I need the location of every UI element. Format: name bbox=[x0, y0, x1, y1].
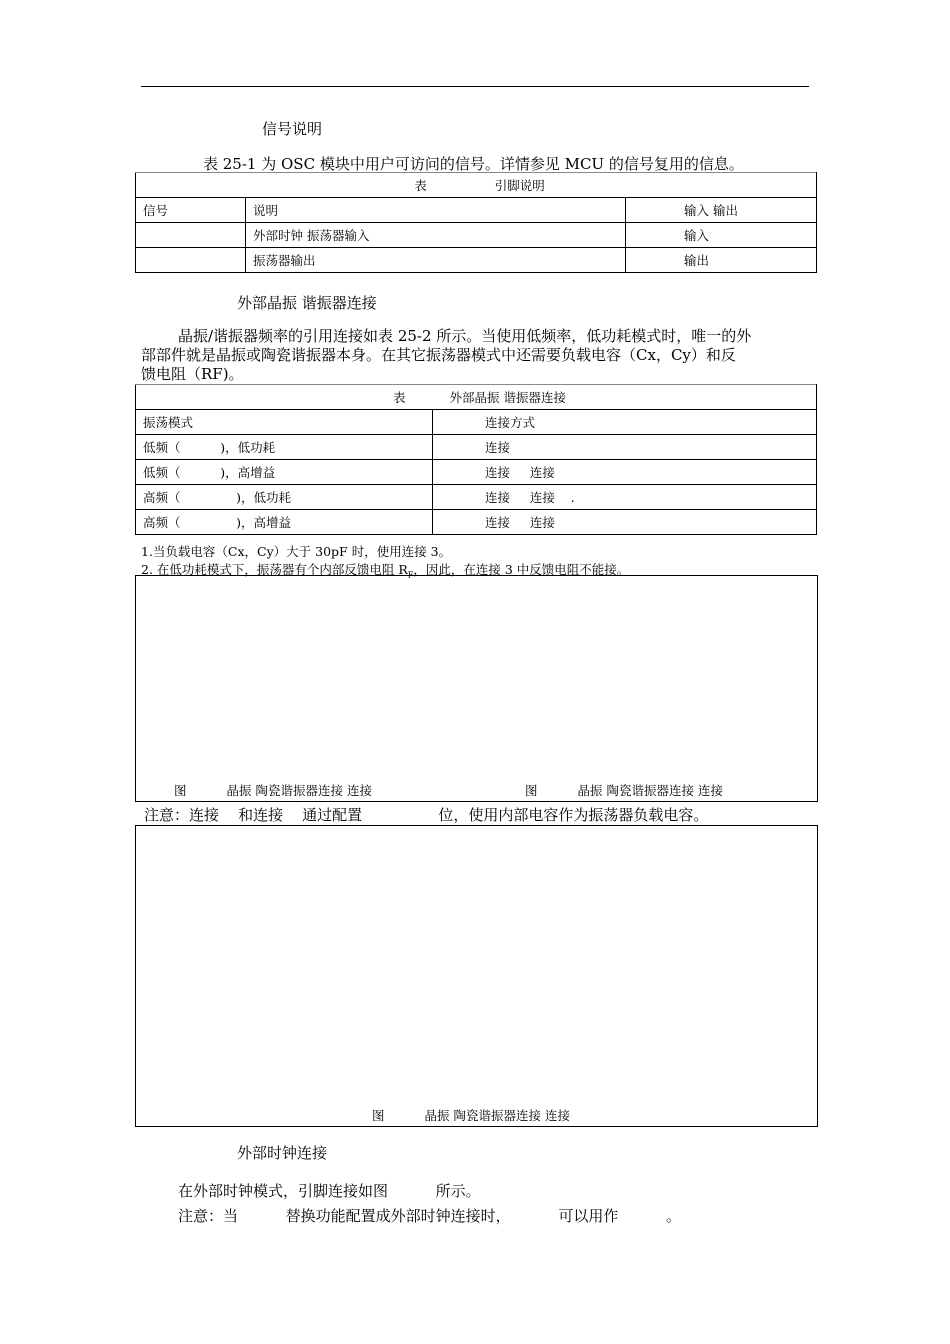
figure-caption: 图 晶振 陶瓷谐振器连接 连接 bbox=[525, 783, 723, 798]
paragraph-line: 在外部时钟模式，引脚连接如图 所示。 bbox=[178, 1182, 481, 1200]
table-cell: 高频（ )，低功耗 bbox=[136, 485, 433, 510]
table-header-row bbox=[136, 198, 817, 223]
table-caption: 表 引脚说明 bbox=[136, 173, 817, 198]
figure-box-connections-1-2 bbox=[135, 575, 818, 802]
section-heading-external-clock: 外部时钟连接 bbox=[237, 1144, 328, 1162]
table-caption: 表 外部晶振 谐振器连接 bbox=[136, 385, 817, 410]
header-rule bbox=[141, 86, 809, 87]
table-cell bbox=[136, 223, 246, 248]
table-cell: 连接 连接 . bbox=[433, 485, 817, 510]
table-cell: 连接 bbox=[433, 435, 817, 460]
paragraph-line: 部部件就是晶振或陶瓷谐振器本身。在其它振荡器模式中还需要负载电容（Cx，Cy）和反 bbox=[141, 346, 736, 364]
crystal-connection-table bbox=[135, 384, 817, 535]
table-header-cell: 信号 bbox=[136, 198, 246, 223]
table-row bbox=[136, 485, 817, 510]
table-header-cell: 说明 bbox=[246, 198, 626, 223]
table-header-cell: 输入 输出 bbox=[626, 198, 817, 223]
table-row bbox=[136, 248, 817, 273]
paragraph-line: 注意：当 替换功能配置成外部时钟连接时， 可以用作 。 bbox=[178, 1207, 682, 1225]
figure-note: 注意：连接 和连接 通过配置 位，使用内部电容作为振荡器负载电容。 bbox=[144, 806, 709, 824]
table-row bbox=[136, 510, 817, 535]
table-note: 2. 在低功耗模式下，振荡器有个内部反馈电阻 $R_F$，因此，在连接 3 中反馈电阻不能接。 bbox=[141, 562, 630, 580]
table-cell: 输入 bbox=[626, 223, 817, 248]
table-row bbox=[136, 223, 817, 248]
table-note: 1.当负载电容（Cx，Cy）大于 30pF 时，使用连接 3。 bbox=[141, 544, 452, 559]
table-cell: 外部时钟 振荡器输入 bbox=[246, 223, 626, 248]
figure-box-connection-3 bbox=[135, 825, 818, 1127]
paragraph-line: 馈电阻（RF)。 bbox=[141, 365, 244, 383]
paragraph-line: 晶振/谐振器频率的引用连接如表 25-2 所示。当使用低频率，低功耗模式时，唯一的外 bbox=[178, 327, 752, 345]
table-cell: 输出 bbox=[626, 248, 817, 273]
section-heading-crystal: 外部晶振 谐振器连接 bbox=[237, 294, 377, 312]
pin-description-table bbox=[135, 172, 817, 273]
table-cell: 低频（ )，低功耗 bbox=[136, 435, 433, 460]
table-cell: 低频（ )，高增益 bbox=[136, 460, 433, 485]
table-header-cell: 连接方式 bbox=[433, 410, 817, 435]
figure-caption: 图 晶振 陶瓷谐振器连接 连接 bbox=[372, 1108, 570, 1123]
table-row bbox=[136, 435, 817, 460]
table-header-cell: 振荡模式 bbox=[136, 410, 433, 435]
section-intro: 表 25-1 为 OSC 模块中用户可访问的信号。详情参见 MCU 的信号复用的信息。 bbox=[203, 155, 744, 173]
section-heading-signals: 信号说明 bbox=[262, 120, 323, 138]
table-row bbox=[136, 460, 817, 485]
table-cell: 连接 连接 bbox=[433, 510, 817, 535]
table-cell: 连接 连接 bbox=[433, 460, 817, 485]
table-cell bbox=[136, 248, 246, 273]
table-header-row bbox=[136, 410, 817, 435]
table-cell: 高频（ )，高增益 bbox=[136, 510, 433, 535]
figure-caption: 图 晶振 陶瓷谐振器连接 连接 bbox=[174, 783, 372, 798]
table-cell: 振荡器输出 bbox=[246, 248, 626, 273]
